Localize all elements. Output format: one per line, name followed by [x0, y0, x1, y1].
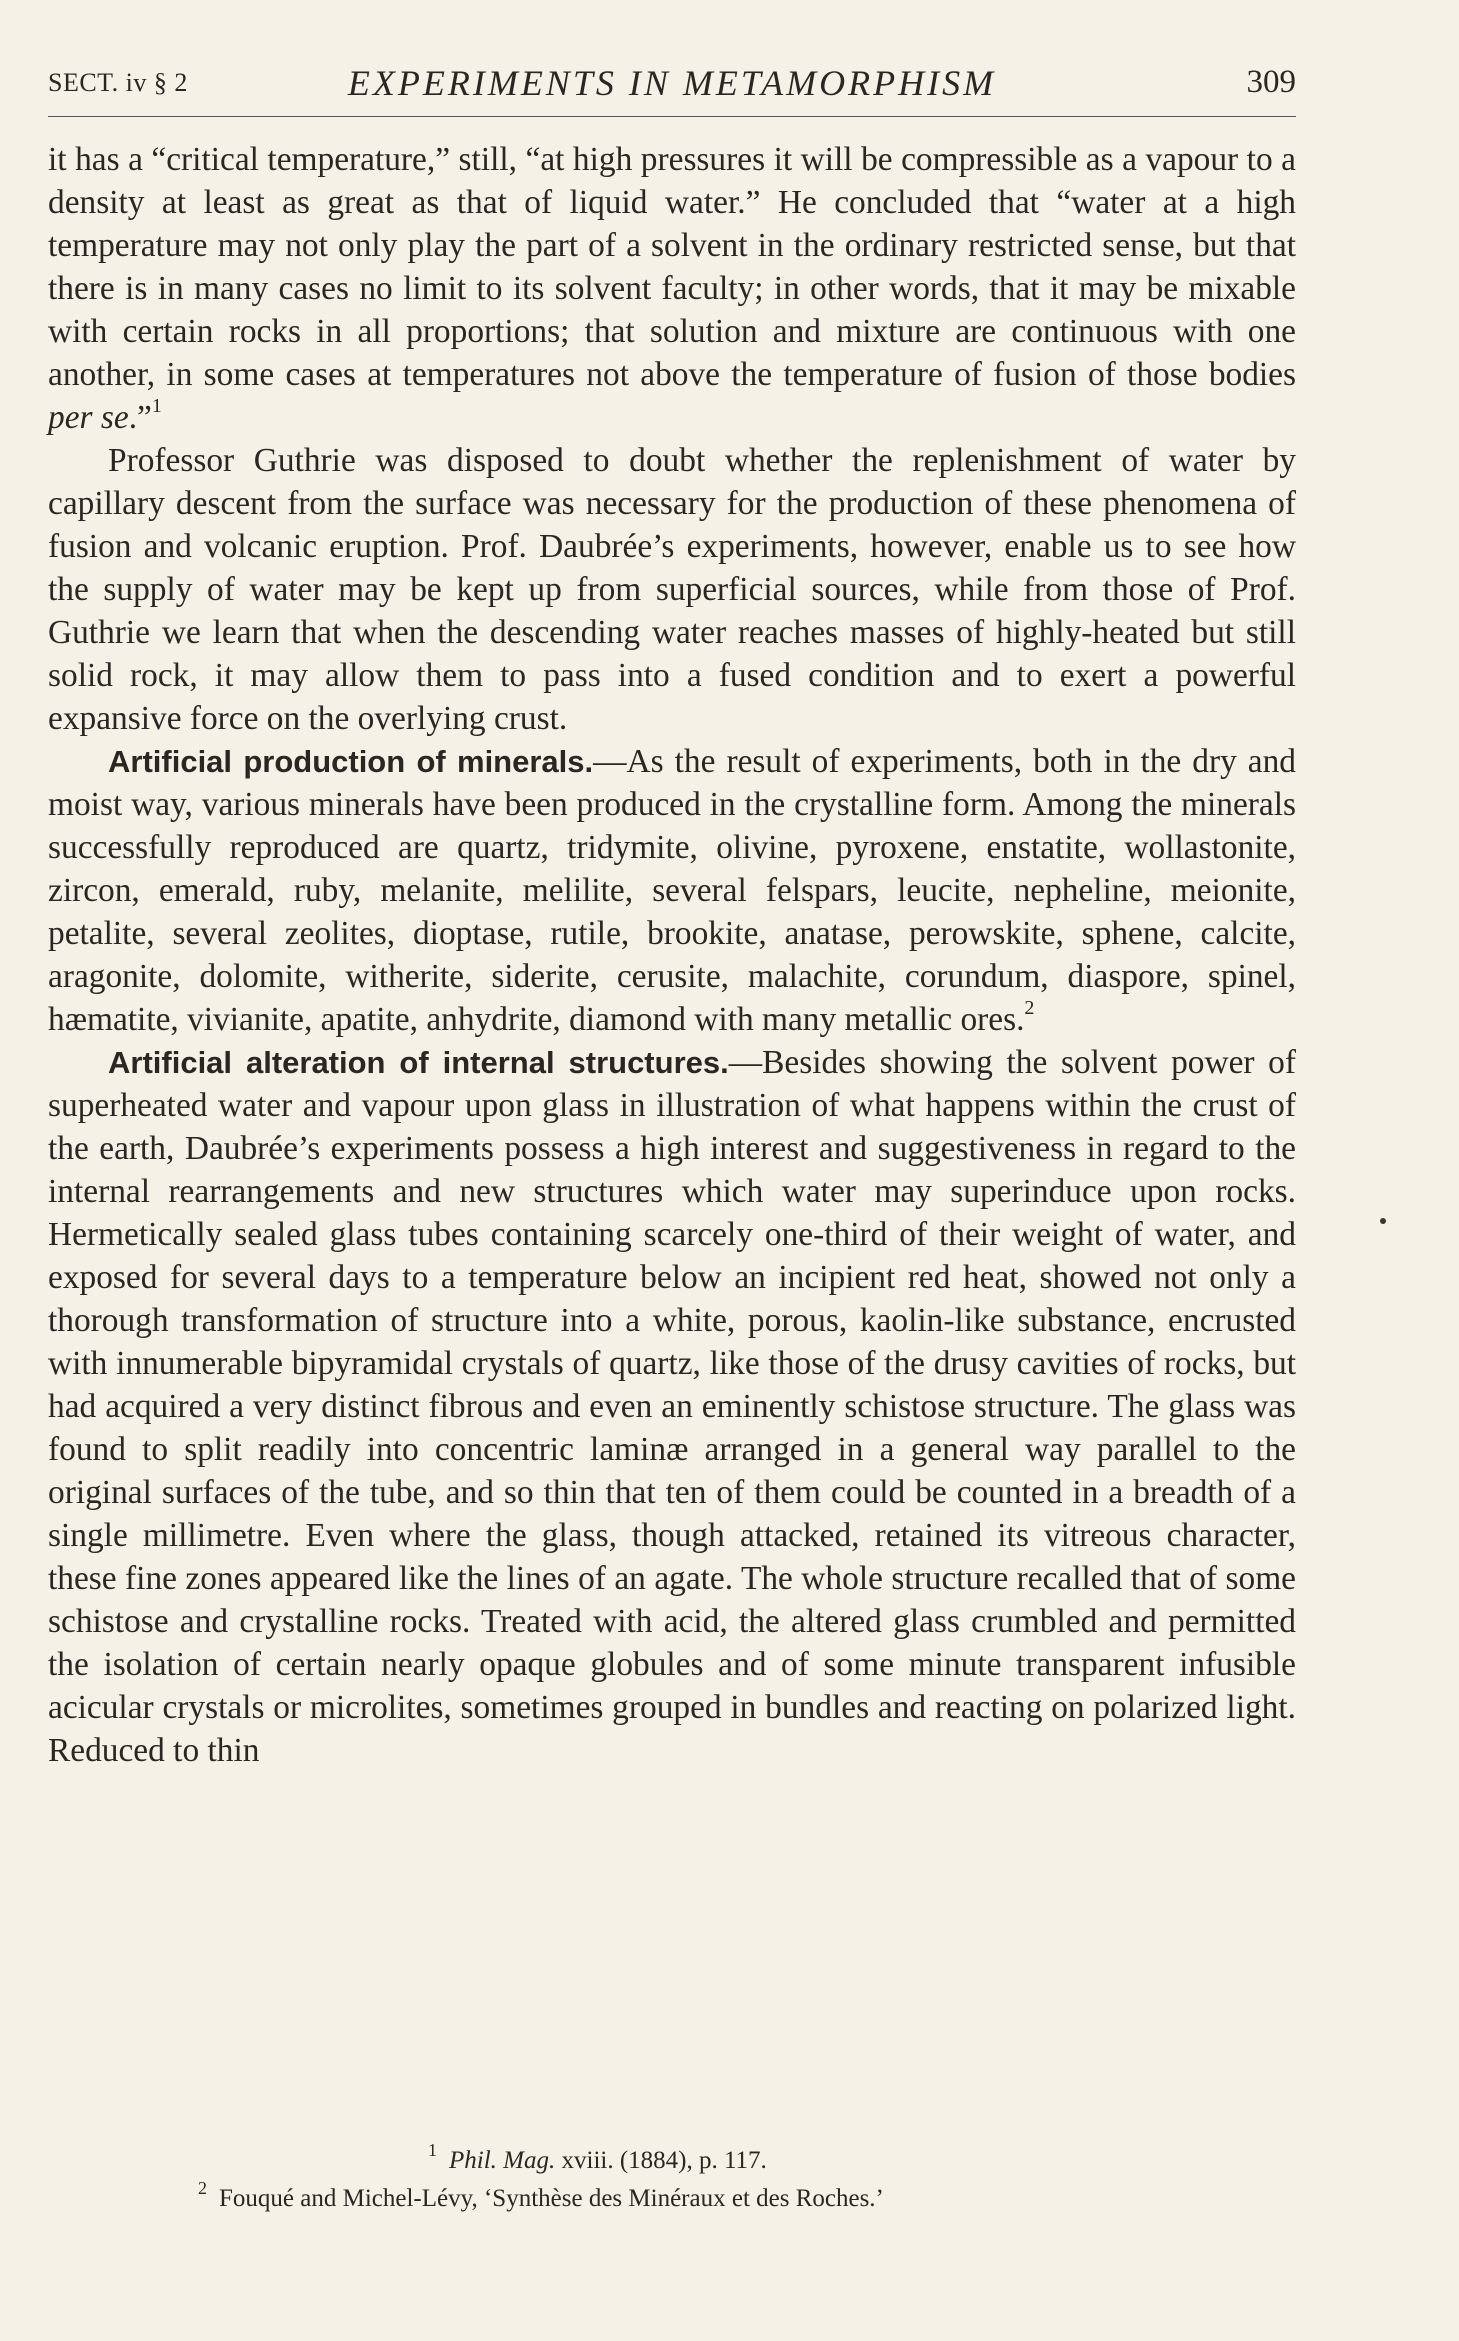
header-rule [48, 116, 1296, 117]
page-number: 309 [1246, 64, 1296, 100]
running-head [48, 62, 1296, 106]
chapter-title: EXPERIMENTS IN METAMORPHISM [347, 63, 997, 103]
section-reference: SECT. iv § 2 [48, 68, 188, 97]
margin-dot [1380, 1218, 1386, 1224]
section-heading: Artificial alteration of internal structures. [108, 1045, 729, 1080]
footnote-1 [48, 2139, 1296, 2180]
paragraph-text: —Besides showing the solvent power of superheated water and vapour upon glass in illustration of what happens within the crust of the earth, Daubrée’s experiments possess a high interest and suggestiveness in regard to the internal rearrangements and new structures which water may superinduce upon rocks. Hermetically sealed glass tubes containing scarcely one-third of their weight of water, and exposed for several days to a temperature below an incipient red heat, showed not only a thorough transformation of structure into a white, porous, kaolin-like substance, encrusted with innumerable bipyramidal crystals of quartz, like those of the drusy cavities of rocks, but had acquired a very distinct fibrous and even an eminently schistose structure. The glass was found to split readily into concentric laminæ arranged in a general way parallel to the original surfaces of the tube, and so thin that ten of them could be counted in a breadth of a single millimetre. Even where the glass, though attacked, retained its vitreous character, these fine zones appeared like the lines of an agate. The whole structure recalled that of some schistose and crystalline rocks. Treated with acid, the altered glass crumbled and permitted the isolation of certain nearly opaque globules and of some minute transparent infusible acicular crystals or microlites, sometimes grouped in bundles and reacting on polarized light. Reduced to thin [48, 1044, 1296, 1769]
footnote-mark: 2 [198, 2177, 207, 2198]
footnote-2 [48, 2177, 1296, 2218]
footnotes [48, 2139, 1296, 2218]
footnote-mark: 1 [428, 2139, 437, 2160]
footnote-journal: Phil. Mag. [449, 2147, 556, 2174]
section-heading: Artificial production of minerals. [108, 744, 594, 779]
footnote-ref-2[interactable]: 2 [1024, 996, 1035, 1019]
footnote-text: xviii. (1884), p. 117. [555, 2147, 767, 2174]
paragraph-tail: .” [128, 399, 152, 436]
paragraph-artificial-alteration [48, 1041, 1296, 1772]
paragraph-continued [48, 138, 1296, 439]
paragraph-text: it has a “critical temperature,” still, “at high pressures it will be compressible as a vapour to a density at least as great as that of liquid water.” He concluded that “water at a high temperature may not only play the part of a solvent in the ordinary restricted sense, but that there is in many cases no limit to its solvent faculty; in other words, that it may be mixable with certain rocks in all proportions; that solution and mixture are continuous with one another, in some cases at temperatures not above the temperature of fusion of those bodies [48, 141, 1296, 393]
paragraph-text: Professor Guthrie was disposed to doubt whether the replenishment of water by capillary descent from the surface was necessary for the production of these phenomena of fusion and volcanic eruption. Prof. Daubrée’s experiments, however, enable us to see how the supply of water may be kept up from superficial sources, while from those of Prof. Guthrie we learn that when the descending water reaches masses of highly-heated but still solid rock, it may allow them to pass into a fused condition and to exert a powerful expansive force on the overlying crust. [48, 442, 1296, 737]
paragraph-text: —As the result of experiments, both in the dry and moist way, various minerals have been produced in the crystalline form. Among the minerals successfully reproduced are quartz, tridymite, olivine, pyroxene, enstatite, wollastonite, zircon, emerald, ruby, melanite, melilite, several felspars, leucite, nepheline, meionite, petalite, several zeolites, dioptase, rutile, brookite, anatase, perowskite, sphene, calcite, aragonite, dolomite, witherite, siderite, cerusite, malachite, corundum, diaspore, spinel, hæmatite, vivianite, apatite, anhydrite, diamond with many metallic ores. [48, 743, 1297, 1038]
footnote-text: Fouqué and Michel-Lévy, ‘Synthèse des Minéraux et des Roches.’ [219, 2185, 884, 2212]
italic-phrase: per se [48, 399, 129, 436]
footnote-ref-1[interactable]: 1 [151, 394, 162, 417]
paragraph-artificial-production [48, 740, 1296, 1041]
body-text [48, 138, 1296, 1772]
paragraph-guthrie [48, 439, 1296, 740]
